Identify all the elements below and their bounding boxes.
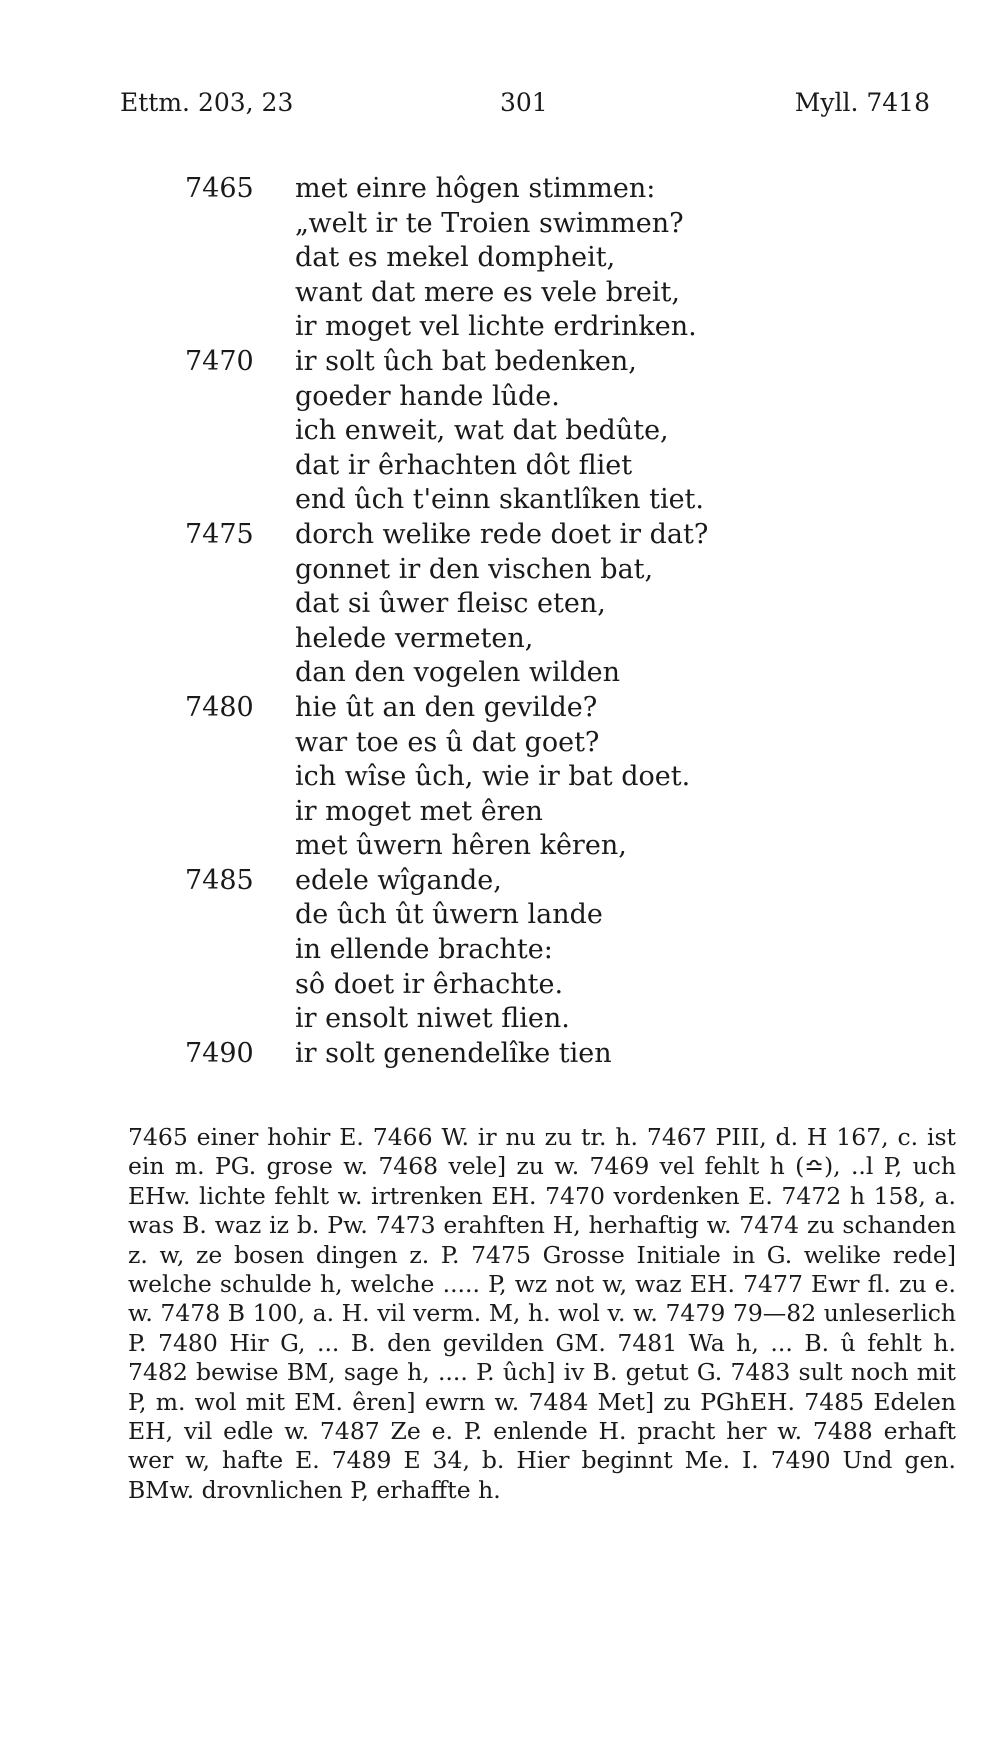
verse-line: [150, 172, 930, 207]
line-number: 7480: [185, 691, 254, 723]
verse-text: edele wîgande,: [295, 864, 502, 896]
page-header: [120, 88, 930, 128]
verse-block: [150, 172, 930, 1071]
verse-line: [150, 726, 930, 761]
verse-text: in ellende brachte:: [295, 934, 553, 966]
verse-line: [150, 345, 930, 380]
line-number: 7475: [185, 518, 254, 550]
verse-text: ir moget met êren: [295, 795, 543, 827]
verse-line: [150, 241, 930, 276]
verse-text: „welt ir te Troien swimmen?: [295, 207, 684, 239]
verse-text: helede vermeten,: [295, 622, 534, 654]
verse-text: ir ensolt niwet flien.: [295, 1003, 570, 1035]
verse-line: [150, 207, 930, 242]
verse-line: [150, 760, 930, 795]
verse-line: [150, 1002, 930, 1037]
verse-text: war toe es û dat goet?: [295, 726, 600, 758]
verse-text: dan den vogelen wilden: [295, 657, 620, 689]
verse-line: [150, 898, 930, 933]
line-number: 7470: [185, 345, 254, 377]
verse-line: [150, 864, 930, 899]
verse-text: ich wîse ûch, wie ir bat doet.: [295, 761, 691, 793]
verse-text: ir moget vel lichte erdrinken.: [295, 311, 697, 343]
verse-line: [150, 829, 930, 864]
critical-apparatus: 7465 einer hohir E. 7466 W. ir nu zu tr. h. 7467 PIII, d. H 167, c. ist ein m. PG. grose w. 7468 vele] zu w. 7469 vel fehlt h (≏), ..l P, uch EHw. lichte fehlt w. irtrenken EH. 7470 vordenken E. 7472 h 158, a. was B. waz iz b. Pw. 7473 erahften H, herhaftig w. 7474 zu schanden z. w, ze bosen dingen z. P. 7475 Grosse Initiale in G. welike rede] welche schulde h, welche ..... P, wz not w, waz EH. 7477 Ewr fl. zu e. w. 7478 B 100, a. H. vil verm. M, h. wol v. w. 7479 79—82 unleserlich P. 7480 Hir G, ... B. den gevilden GM. 7481 Wa h, ... B. û fehlt h. 7482 bewise BM, sage h, .... P. ûch] iv B. getut G. 7483 sult noch mit P, m. wol mit EM. êren] ewrn w. 7484 Met] zu PGhEH. 7485 Edelen EH, vil edle w. 7487 Ze e. P. enlende H. pracht her w. 7488 erhaft wer w, hafte E. 7489 E 34, b. Hier beginnt Me. I. 7490 Und gen. BMw. drovnlichen P, erhaffte h.: [128, 1123, 956, 1504]
verse-text: hie ût an den gevilde?: [295, 691, 598, 723]
verse-text: goeder hande lûde.: [295, 380, 560, 412]
verse-line: [150, 691, 930, 726]
verse-line: [150, 933, 930, 968]
page-number: 301: [500, 88, 548, 117]
verse-text: sô doet ir êrhachte.: [295, 968, 564, 1000]
verse-line: [150, 656, 930, 691]
running-head-left: Ettm. 203, 23: [120, 88, 294, 117]
line-number: 7485: [185, 864, 254, 896]
verse-text: dat ir êrhachten dôt fliet: [295, 449, 633, 481]
verse-line: [150, 1037, 930, 1072]
verse-text: ir solt genendelîke tien: [295, 1037, 612, 1069]
verse-text: gonnet ir den vischen bat,: [295, 553, 654, 585]
verse-text: ich enweit, wat dat bedûte,: [295, 415, 669, 447]
verse-line: [150, 622, 930, 657]
verse-text: met einre hôgen stimmen:: [295, 173, 656, 204]
verse-line: [150, 380, 930, 415]
verse-text: met ûwern hêren kêren,: [295, 830, 627, 862]
verse-line: [150, 553, 930, 588]
verse-line: [150, 449, 930, 484]
verse-text: end ûch t'einn skantlîken tiet.: [295, 484, 704, 516]
verse-text: dorch welike rede doet ir dat?: [295, 518, 709, 550]
verse-text: de ûch ût ûwern lande: [295, 899, 603, 931]
running-head-right: Myll. 7418: [794, 88, 930, 117]
line-number: 7465: [185, 173, 254, 204]
verse-text: want dat mere es vele breit,: [295, 276, 680, 308]
verse-line: [150, 276, 930, 311]
verse-text: dat si ûwer fleisc eten,: [295, 588, 606, 620]
verse-line: [150, 518, 930, 553]
verse-line: [150, 483, 930, 518]
verse-line: [150, 414, 930, 449]
verse-line: [150, 795, 930, 830]
verse-line: [150, 968, 930, 1003]
verse-text: dat es mekel dompheit,: [295, 242, 616, 274]
verse-text: ir solt ûch bat bedenken,: [295, 345, 637, 377]
verse-line: [150, 310, 930, 345]
line-number: 7490: [185, 1037, 254, 1069]
verse-line: [150, 587, 930, 622]
